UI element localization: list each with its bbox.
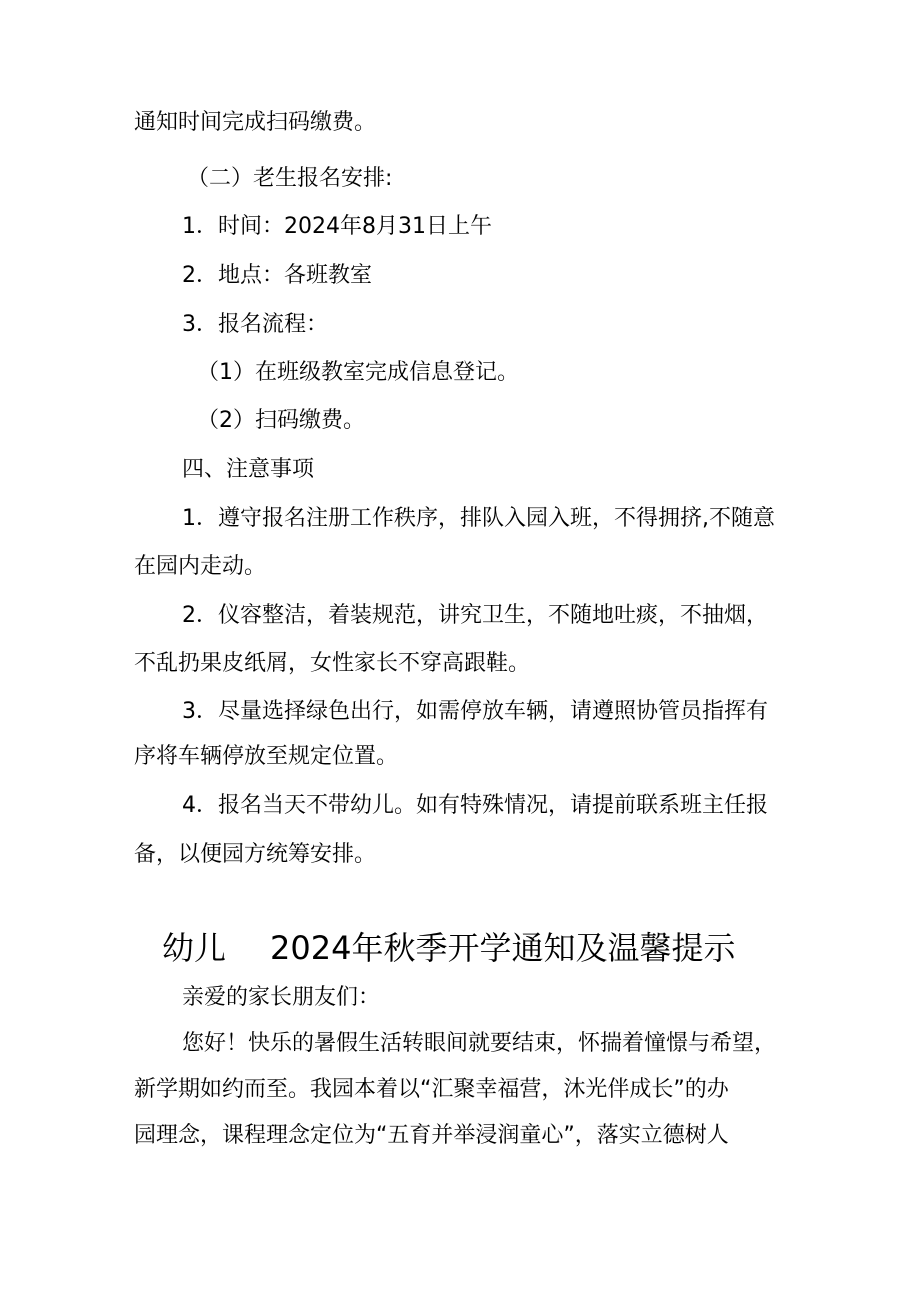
list-item: 1．遵守报名注册工作秩序，排队入园入班，不得拥挤,不随意 bbox=[182, 506, 775, 531]
section-heading: 四、注意事项 bbox=[182, 457, 315, 482]
text-line: 不乱扔果皮纸屑，女性家长不穿高跟鞋。 bbox=[134, 651, 531, 676]
sub-list-item: （1）在班级教室完成信息登记。 bbox=[197, 360, 519, 385]
text-line: 您好！快乐的暑假生活转眼间就要结束，怀揣着憧憬与希望， bbox=[182, 1031, 777, 1056]
section-heading: （二）老生报名安排: bbox=[187, 166, 393, 191]
list-item: 4．报名当天不带幼儿。如有特殊情况，请提前联系班主任报 bbox=[182, 793, 768, 818]
list-item: 3．报名流程： bbox=[182, 312, 328, 337]
sub-list-item: （2）扫码缴费。 bbox=[197, 408, 365, 433]
text-line: 序将车辆停放至规定位置。 bbox=[134, 744, 399, 769]
list-item: 2．地点：各班教室 bbox=[182, 263, 372, 288]
list-item: 1．时间：2024年8月31日上午 bbox=[182, 214, 492, 239]
notice-title-part2: 2024年秋季开学通知及温馨提示 bbox=[270, 929, 736, 967]
notice-title bbox=[162, 928, 735, 968]
text-line: 在园内走动。 bbox=[134, 554, 267, 579]
text-line: 通知时间完成扫码缴费。 bbox=[134, 110, 377, 135]
notice-title-part1: 幼儿 bbox=[162, 929, 227, 967]
text-line: 园理念，课程理念定位为“五育并举浸润童心”，落实立德树人 bbox=[134, 1123, 729, 1148]
list-item: 3．尽量选择绿色出行，如需停放车辆，请遵照协管员指挥有 bbox=[182, 699, 768, 724]
text-line: 备，以便园方统筹安排。 bbox=[134, 842, 377, 867]
text-line: 新学期如约而至。我园本着以“汇聚幸福营，沐光伴成长”的办 bbox=[134, 1077, 729, 1102]
list-item: 2．仪容整洁，着装规范，讲究卫生，不随地吐痰，不抽烟， bbox=[182, 603, 768, 628]
salutation: 亲爱的家长朋友们： bbox=[182, 985, 381, 1010]
